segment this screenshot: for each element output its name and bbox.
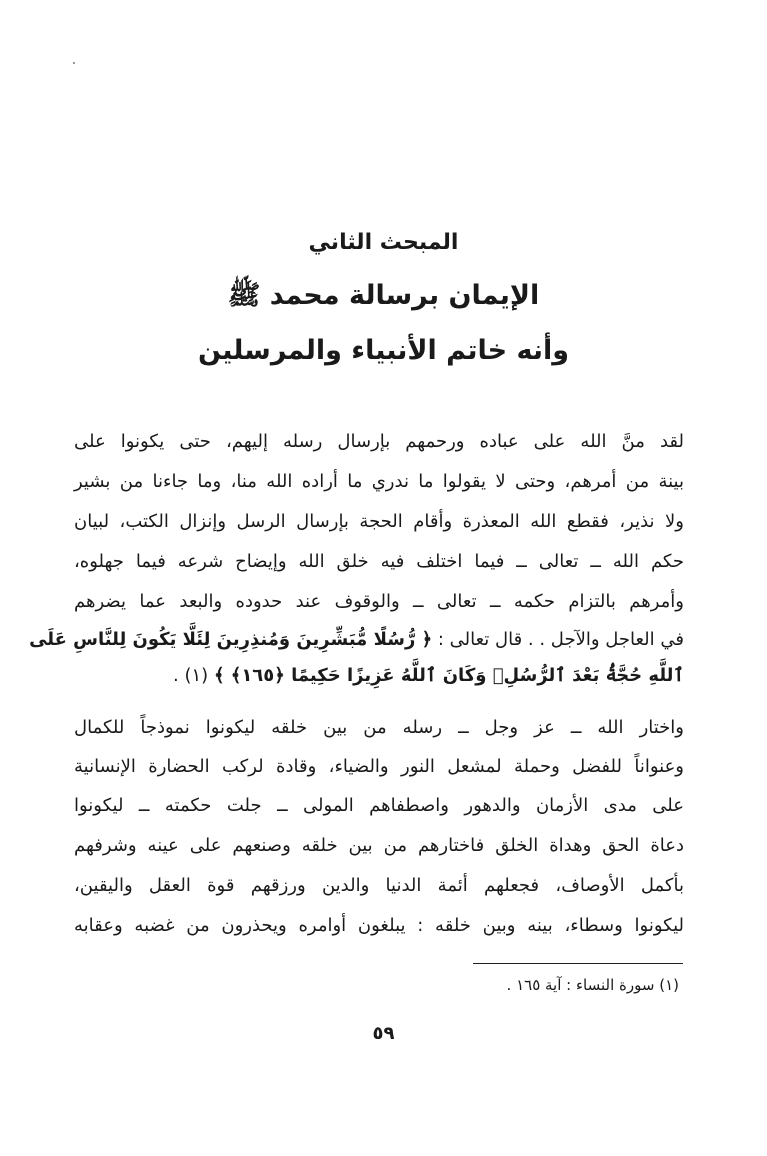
paragraph-1-line-6-text: في العاجل والآجل . . قال تعالى :	[437, 629, 684, 650]
section-title-line-1: الإيمان برسالة محمد ﷺ	[227, 280, 540, 311]
footnote: (١) سورة النساء : آية ١٦٥ .	[506, 976, 679, 994]
footnote-separator	[473, 963, 683, 964]
quran-quote-part-2: ٱللَّهِ حُجَّةُۢ بَعْدَ ٱلرُّسُلِۚ وَكَانَ ٱللَّهُ عَزِيزًا حَكِيمًا ﴿١٦٥﴾ ﴾	[213, 665, 684, 686]
paragraph-1-line-3: ولا نذير، فقطع الله المعذرة وأقام الحجة بإرسال الرسل وإنزال الكتب، لبيان	[74, 511, 684, 532]
paragraph-1-line-2: بينة من أمرهم، وحتى لا يقولوا ما ندري ما أراده الله منا، وما جاءنا من بشير	[74, 471, 684, 492]
footnote-reference: (١) .	[173, 665, 209, 686]
paragraph-1-line-1: لقد منَّ الله على عباده ورحمهم بإرسال رسله إليهم، حتى يكونوا على	[74, 431, 684, 452]
paragraph-1-line-7	[74, 656, 684, 696]
scan-speck	[73, 62, 75, 64]
paragraph-1-line-6	[29, 620, 684, 660]
paragraph-2-line-6: ليكونوا وسطاء، بينه وبين خلقه : يبلغون أوامره ويحذرون من غضبه وعقابه	[74, 915, 684, 936]
paragraph-1-line-4: حكم الله ــ تعالى ــ فيما اختلف فيه خلق الله وإيضاح شرعه فيما جهلوه،	[74, 551, 684, 572]
paragraph-2-line-3: على مدى الأزمان والدهور واصطفاهم المولى ــ جلت حكمته ــ ليكونوا	[74, 795, 684, 816]
page-number: ٥٩	[372, 1023, 395, 1044]
paragraph-2-line-1: واختار الله ــ عز وجل ــ رسله من بين خلقه ليكونوا نموذجاً للكمال	[74, 717, 684, 738]
paragraph-2-line-5: بأكمل الأوصاف، فجعلهم أئمة الدنيا والدين ورزقهم قوة العقل واليقين،	[74, 875, 684, 896]
section-subtitle: المبحث الثاني	[308, 230, 459, 255]
quran-quote-part-1: ﴿ رُّسُلًا مُّبَشِّرِينَ وَمُنذِرِينَ لِئَلَّا يَكُونَ لِلنَّاسِ عَلَى	[29, 629, 433, 650]
paragraph-2-line-2: وعنواناً للفضل وحملة لمشعل النور والضياء، وقادة لركب الحضارة الإنسانية	[74, 756, 684, 777]
section-title-line-2: وأنه خاتم الأنبياء والمرسلين	[197, 335, 570, 366]
paragraph-2-line-4: دعاة الحق وهداة الخلق فاختارهم من بين خلقه وصنعهم على عينه وشرفهم	[74, 835, 684, 856]
paragraph-1-line-5: وأمرهم بالتزام حكمه ــ تعالى ــ والوقوف عند حدوده والبعد عما يضرهم	[74, 591, 684, 612]
